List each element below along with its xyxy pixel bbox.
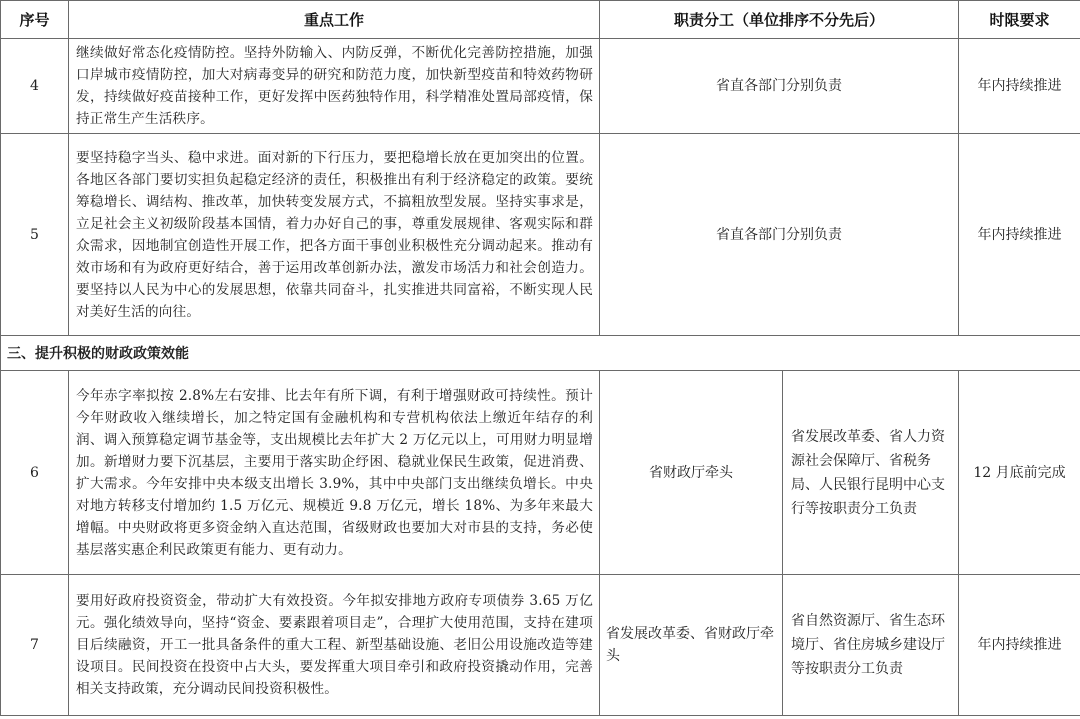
header-duty: 职责分工（单位排序不分先后） — [600, 1, 959, 39]
row-deadline: 年内持续推进 — [959, 39, 1080, 134]
row-duty: 省直各部门分别负责 — [600, 134, 959, 336]
row-seq: 5 — [1, 134, 69, 336]
row-deadline: 年内持续推进 — [959, 134, 1080, 336]
row-cooperate: 省自然资源厅、省生态环境厅、省住房城乡建设厅等按职责分工负责 — [783, 575, 959, 716]
section-row — [1, 336, 1080, 371]
row-work: 要用好政府投资资金，带动扩大有效投资。今年拟安排地方政府专项债券 3.65 万亿元。强化绩效导向，坚持“资金、要素跟着项目走”，合理扩大使用范围，支持在建项目后续融资，开工一批具备条件的重大工程、新型基础设施、老旧公用设施改造等建设项目。民间投资在投资中占大头，要发挥重大项目牵引和政府投资撬动作用，完善相关支持政策，充分调动民间投资积极性。 — [69, 575, 600, 716]
row-work: 要坚持稳字当头、稳中求进。面对新的下行压力，要把稳增长放在更加突出的位置。各地区各部门要切实担负起稳定经济的责任，积极推出有利于经济稳定的政策。要统筹稳增长、调结构、推改革，加快转变发展方式，不搞粗放型发展。坚持实事求是，立足社会主义初级阶段基本国情，着力办好自己的事，尊重发展规律、客观实际和群众需求，因地制宜创造性开展工作，把各方面干事创业积极性充分调动起来。推动有效市场和有为政府更好结合，善于运用改革创新办法，激发市场活力和社会创造力。要坚持以人民为中心的发展思想，依靠共同奋斗，扎实推进共同富裕，不断实现人民对美好生活的向往。 — [69, 134, 600, 336]
table-row — [1, 134, 1080, 336]
header-deadline: 时限要求 — [959, 1, 1080, 39]
row-cooperate: 省发展改革委、省人力资源社会保障厅、省税务局、人民银行昆明中心支行等按职责分工负责 — [783, 371, 959, 575]
section-title: 三、提升积极的财政政策效能 — [1, 336, 1080, 371]
row-deadline: 年内持续推进 — [959, 575, 1080, 716]
header-work: 重点工作 — [69, 1, 600, 39]
table-row — [1, 575, 1080, 716]
table-row — [1, 371, 1080, 575]
row-lead: 省财政厅牵头 — [600, 371, 783, 575]
table-row — [1, 39, 1080, 134]
row-lead: 省发展改革委、省财政厅牵头 — [600, 575, 783, 716]
row-seq: 6 — [1, 371, 69, 575]
table-header-row — [1, 1, 1080, 39]
row-work: 今年赤字率拟按 2.8%左右安排、比去年有所下调，有利于增强财政可持续性。预计今年财政收入继续增长，加之特定国有金融机构和专营机构依法上缴近年结存的利润、调入预算稳定调节基金等，支出规模比去年扩大 2 万亿元以上，可用财力明显增加。新增财力要下沉基层，主要用于落实助企纾困、稳就业保民生政策，促进消费、扩大需求。今年安排中央本级支出增长 3.9%，其中中央部门支出继续负增长。中央对地方转移支付增加约 1.5 万亿元、规模近 9.8 万亿元，增长 18%、为多年来最大增幅。中央财政将更多资金纳入直达范围，省级财政也要加大对市县的支持，务必使基层落实惠企利民政策更有能力、更有动力。 — [69, 371, 600, 575]
row-seq: 7 — [1, 575, 69, 716]
row-deadline: 12 月底前完成 — [959, 371, 1080, 575]
row-work: 继续做好常态化疫情防控。坚持外防输入、内防反弹，不断优化完善防控措施，加强口岸城市疫情防控，加大对病毒变异的研究和防范力度，加快新型疫苗和特效药物研发，持续做好疫苗接种工作，更好发挥中医药独特作用，科学精准处置局部疫情，保持正常生产生活秩序。 — [69, 39, 600, 134]
header-seq: 序号 — [1, 1, 69, 39]
row-seq: 4 — [1, 39, 69, 134]
row-duty: 省直各部门分别负责 — [600, 39, 959, 134]
